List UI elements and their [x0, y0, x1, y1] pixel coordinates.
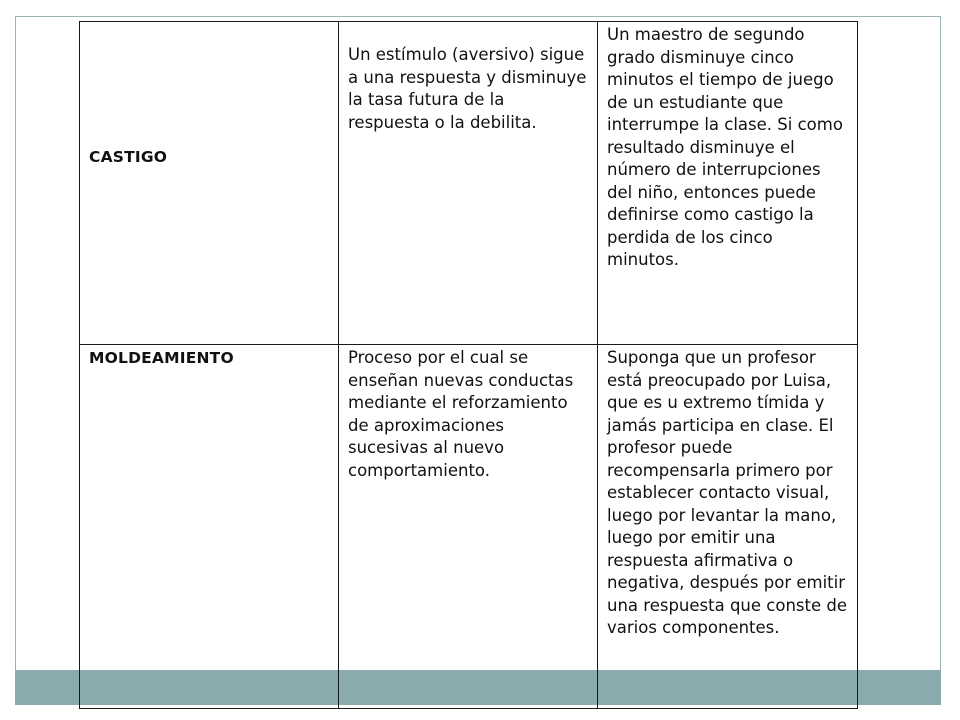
definition-cell: Proceso por el cual se enseñan nuevas conductas mediante el reforzamiento de aproximaciones sucesivas al nuevo comportamiento.	[339, 345, 598, 709]
term-cell: CASTIGO	[80, 22, 339, 345]
definition-cell: Un estímulo (aversivo) sigue a una respuesta y disminuye la tasa futura de la respuesta o la debilita.	[339, 22, 598, 345]
example-cell: Un maestro de segundo grado disminuye cinco minutos el tiempo de juego de un estudiante que interrumpe la clase. Si como resultado disminuye el número de interrupciones del niño, entonces puede definirse como castigo la perdida de los cinco minutos.	[598, 22, 858, 345]
term-cell: MOLDEAMIENTO	[80, 345, 339, 709]
table-row-castigo	[80, 22, 858, 345]
table-row-moldeamiento	[80, 345, 858, 709]
example-cell: Suponga que un profesor está preocupado por Luisa, que es u extremo tímida y jamás participa en clase. El profesor puede recompensarla primero por establecer contacto visual, luego por levantar la mano, luego por emitir una respuesta afirmativa o negativa, después por emitir una respuesta que conste de varios componentes.	[598, 345, 858, 709]
concept-table	[79, 21, 858, 709]
